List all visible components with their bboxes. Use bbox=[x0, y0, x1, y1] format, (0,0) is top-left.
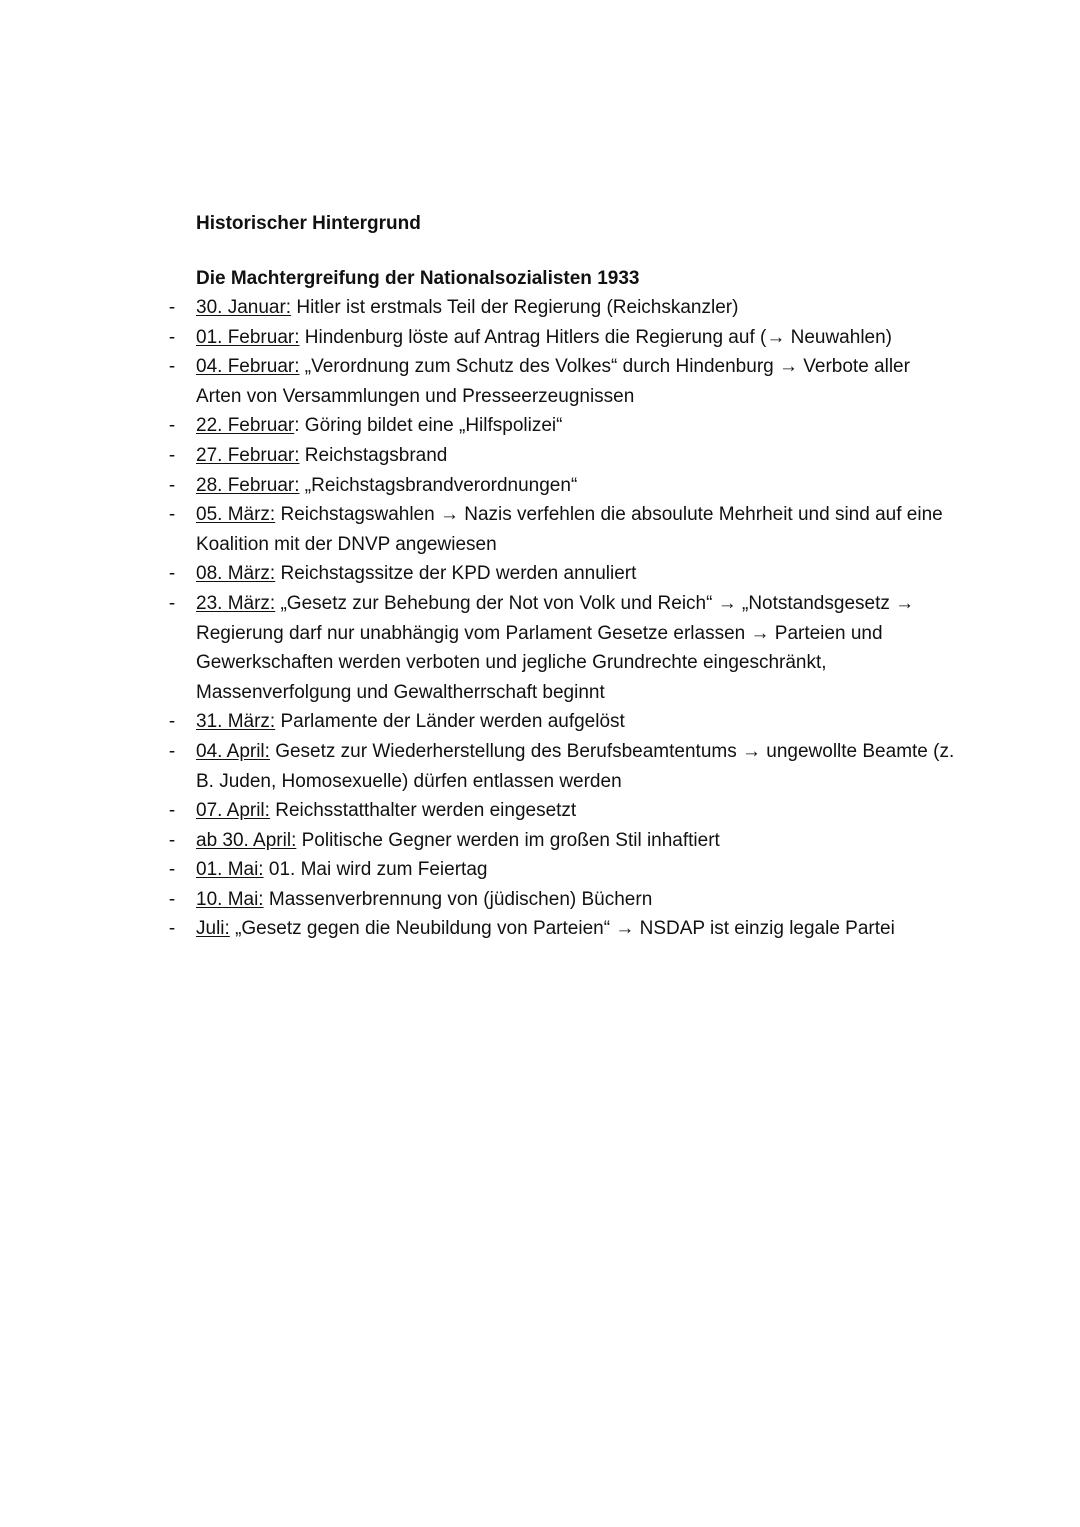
timeline-item bbox=[0, 293, 956, 323]
timeline-item bbox=[0, 707, 956, 737]
bullet-dash: - bbox=[168, 326, 176, 348]
timeline-text: „Gesetz gegen die Neubildung von Parteien“ → NSDAP ist einzig legale Partei bbox=[229, 918, 895, 940]
timeline-text: „Reichstagsbrandverordnungen“ bbox=[299, 474, 578, 496]
timeline-date: 08. März: bbox=[196, 563, 276, 585]
timeline-item bbox=[0, 855, 956, 885]
timeline-item bbox=[0, 411, 956, 441]
timeline-text: Reichstagswahlen → Nazis verfehlen die absoulute Mehrheit und sind auf eine Koalition mit der DNVP angewiesen bbox=[196, 504, 943, 555]
bullet-dash: - bbox=[168, 592, 176, 614]
timeline-date: 04. April: bbox=[196, 740, 270, 762]
timeline-text: Hitler ist erstmals Teil der Regierung (Reichskanzler) bbox=[291, 297, 739, 318]
bullet-dash: - bbox=[168, 444, 176, 466]
timeline-date: 07. April: bbox=[196, 800, 270, 822]
timeline-date: 10. Mai: bbox=[196, 888, 264, 910]
bullet-dash: - bbox=[168, 918, 176, 940]
bullet-dash: - bbox=[168, 415, 176, 437]
bullet-dash: - bbox=[168, 711, 176, 733]
timeline-text: : Göring bildet eine „Hilfspolizei“ bbox=[294, 415, 563, 437]
timeline-text: Reichsstatthalter werden eingesetzt bbox=[269, 800, 577, 822]
timeline-text: Reichstagssitze der KPD werden annuliert bbox=[275, 563, 637, 585]
timeline-date: 31. März: bbox=[196, 711, 276, 733]
timeline-text: „Gesetz zur Behebung der Not von Volk und Reich“ → „Notstandsgesetz → Regierung darf nur unabhängig vom Parlament Gesetze erlassen → Parteien und Gewerkschaften werden verboten und jegliche Grundrechte eingeschränkt, Massenverfolgung und Gewaltherrschaft beginnt bbox=[196, 592, 915, 703]
bullet-dash: - bbox=[168, 800, 176, 822]
timeline-date: 27. Februar: bbox=[196, 444, 300, 466]
bullet-dash: - bbox=[168, 563, 176, 585]
timeline-date: 28. Februar: bbox=[196, 474, 300, 496]
timeline-item bbox=[0, 441, 956, 471]
timeline-item bbox=[0, 500, 956, 559]
timeline-date: 30. Januar: bbox=[196, 297, 292, 318]
bullet-dash: - bbox=[168, 740, 176, 762]
timeline-item bbox=[0, 796, 956, 826]
timeline-item bbox=[0, 737, 956, 796]
bullet-dash: - bbox=[168, 829, 176, 851]
section-title: Die Machtergreifung der Nationalsozialisten 1933 bbox=[196, 268, 640, 289]
timeline-text: Gesetz zur Wiederherstellung des Berufsbeamtentums → ungewollte Beamte (z. B. Juden, Homosexuelle) dürfen entlassen werden bbox=[196, 740, 955, 792]
timeline-item bbox=[0, 323, 956, 353]
timeline-list bbox=[0, 293, 1080, 944]
timeline-date: 05. März: bbox=[196, 504, 276, 526]
timeline-date: 23. März: bbox=[196, 592, 276, 614]
timeline-date: 04. Februar: bbox=[196, 356, 300, 378]
bullet-dash: - bbox=[168, 356, 176, 378]
timeline-text: Massenverbrennung von (jüdischen) Büchern bbox=[263, 888, 653, 910]
timeline-text: Reichstagsbrand bbox=[299, 444, 448, 466]
bullet-dash: - bbox=[168, 297, 176, 318]
timeline-item bbox=[0, 826, 956, 856]
document-heading: Historischer Hintergrund bbox=[196, 213, 421, 234]
timeline-date: 22. Februar bbox=[196, 415, 295, 437]
timeline-item bbox=[0, 589, 956, 707]
bullet-dash: - bbox=[168, 504, 176, 526]
timeline-text: Hindenburg löste auf Antrag Hitlers die Regierung auf (→ Neuwahlen) bbox=[299, 326, 892, 348]
timeline-item bbox=[0, 352, 956, 411]
timeline-text: Politische Gegner werden im großen Stil inhaftiert bbox=[296, 829, 720, 851]
timeline-item bbox=[0, 559, 956, 589]
bullet-dash: - bbox=[168, 474, 176, 496]
timeline-date: Juli: bbox=[196, 918, 230, 940]
timeline-date: 01. Mai: bbox=[196, 859, 264, 881]
timeline-item bbox=[0, 471, 956, 501]
timeline-item bbox=[0, 885, 956, 915]
bullet-dash: - bbox=[168, 888, 176, 910]
timeline-text: 01. Mai wird zum Feiertag bbox=[263, 859, 488, 881]
timeline-date: 01. Februar: bbox=[196, 326, 300, 348]
timeline-item bbox=[0, 914, 956, 944]
timeline-text: Parlamente der Länder werden aufgelöst bbox=[275, 711, 625, 733]
timeline-text: „Verordnung zum Schutz des Volkes“ durch Hindenburg → Verbote aller Arten von Versammlungen und Presseerzeugnissen bbox=[196, 356, 910, 407]
bullet-dash: - bbox=[168, 859, 176, 881]
timeline-date: ab 30. April: bbox=[196, 829, 297, 851]
